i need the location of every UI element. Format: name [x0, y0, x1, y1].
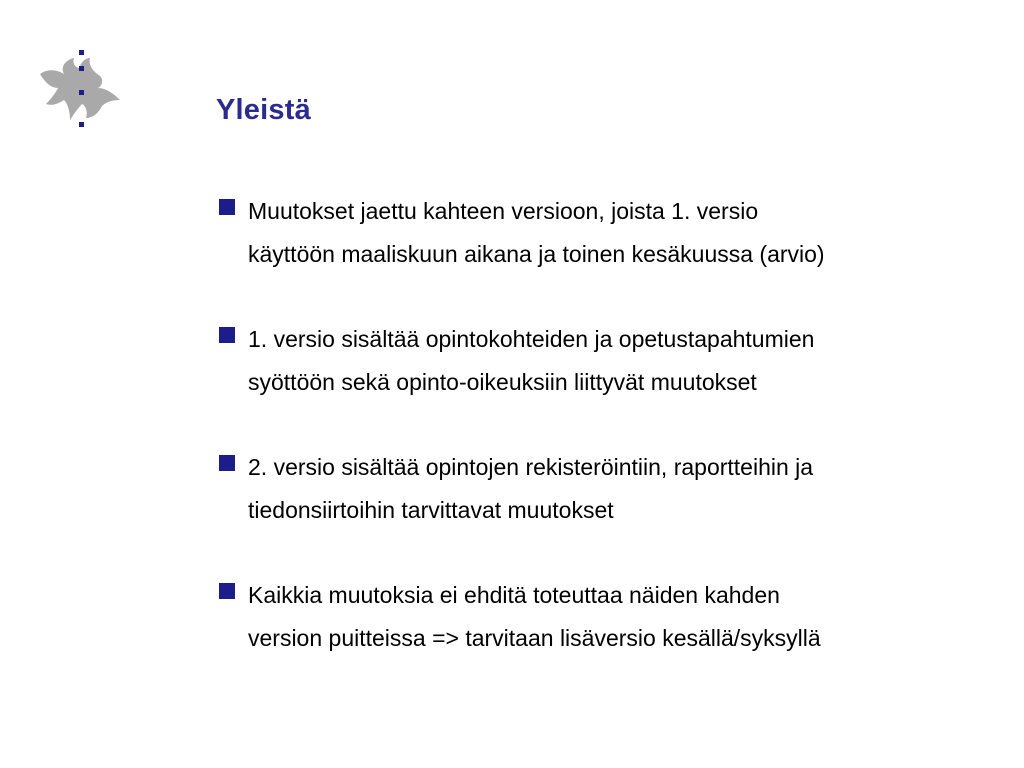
bullet-text-line: 2. versio sisältää opintojen rekisteröintiin, raportteihin ja	[248, 454, 814, 480]
square-bullet-icon	[219, 455, 235, 471]
logo-dot	[79, 66, 84, 71]
square-bullet-icon	[219, 199, 235, 215]
logo-dot	[79, 122, 84, 127]
university-flame-logo-icon	[30, 44, 130, 140]
bullet-text-line: Muutokset jaettu kahteen versioon, joista 1. versio	[248, 198, 759, 224]
logo-dot	[79, 90, 84, 95]
square-bullet-icon	[219, 327, 235, 343]
bullet-text-line: 1. versio sisältää opintokohteiden ja opetustapahtumien	[248, 326, 815, 352]
bullet-list	[216, 190, 996, 702]
bullet-item	[216, 446, 996, 532]
slide-title: Yleistä	[216, 94, 311, 126]
bullet-item	[216, 574, 996, 660]
bullet-item	[216, 318, 996, 404]
bullet-text-line: version puitteissa => tarvitaan lisäversio kesällä/syksyllä	[248, 625, 821, 651]
square-bullet-icon	[219, 583, 235, 599]
bullet-text-line: käyttöön maaliskuun aikana ja toinen kesäkuussa (arvio)	[248, 241, 825, 267]
bullet-text-line: syöttöön sekä opinto-oikeuksiin liittyvät muutokset	[248, 369, 757, 395]
bullet-text-line: tiedonsiirtoihin tarvittavat muutokset	[248, 497, 614, 523]
bullet-item	[216, 190, 996, 276]
bullet-text-line: Kaikkia muutoksia ei ehditä toteuttaa näiden kahden	[248, 582, 780, 608]
logo-graphic	[30, 44, 130, 140]
logo-dot	[79, 50, 84, 55]
